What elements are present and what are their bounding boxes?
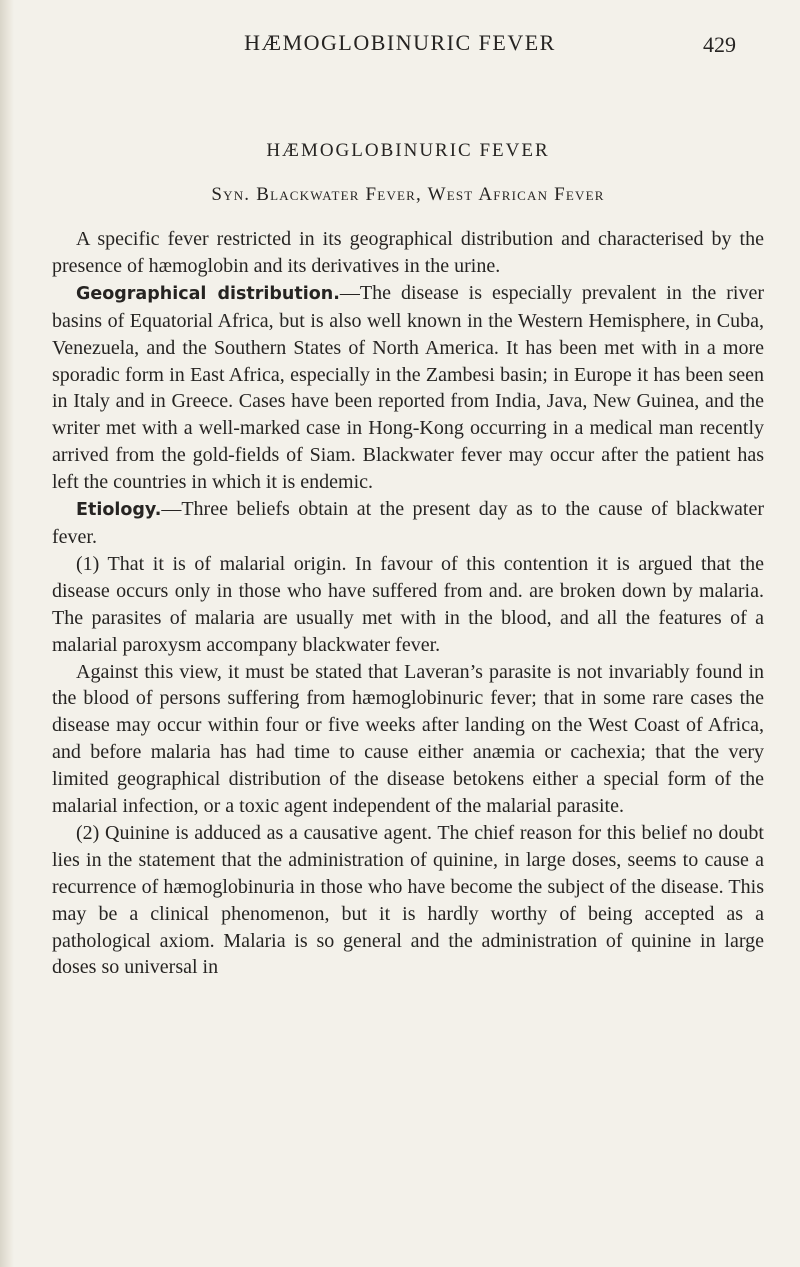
- paragraph-definition: [52, 226, 764, 280]
- paragraph-quinine: [52, 820, 764, 981]
- running-head: [40, 24, 760, 64]
- paragraph-text: —The disease is especially prevalent in the river basins of Equatorial Africa, but is also well known in the Western Hemisphere, in Cuba, Venezuela, and the Southern States of North America. It has been met with in a more sporadic form in East Africa, especially in the Zambesi basin; in Europe it has been seen in Italy and in Greece. Cases have been reported from India, Java, New Guinea, and the writer met with a well-marked case in Hong-Kong occurring in a medical man recently arrived from the gold-fields of Siam. Blackwater fever may occur after the patient has left the countries in which it is endemic.: [52, 281, 764, 494]
- paragraph-text: (1) That it is of malarial origin. In favour of this contention it is argued that the disease occurs only in those who have suffered from and. are broken down by malaria. The parasites of malaria are usually met with in the blood, and all the features of a malarial paroxysm accompany blackwater fever.: [52, 552, 764, 656]
- paragraph-etiology: [52, 496, 764, 551]
- paragraph-text: Against this view, it must be stated that Laveran’s parasite is not invariably found in the blood of persons suffering from hæmoglobinuric fever; that in some rare cases the disease may occur within four or five weeks after landing on the West Coast of Africa, and before malaria has had time to cause either anæmia or cachexia; that the very limited geographical distribution of the disease betokens either a special form of the malarial infection, or a toxic agent independent of the malarial parasite.: [52, 660, 764, 818]
- page-body: [52, 140, 764, 981]
- paragraph-geographical-distribution: [52, 280, 764, 496]
- chapter-synonym: Syn. Blackwater Fever, West African Fever: [211, 184, 605, 205]
- running-head-title: HÆMOGLOBINURIC FEVER: [244, 30, 556, 55]
- paragraph-malarial-origin: [52, 551, 764, 659]
- section-heading-etiology: Etiology.: [76, 500, 162, 521]
- paragraph-against-view: [52, 659, 764, 820]
- section-heading-geographical-distribution: Geographical distribution.: [76, 283, 340, 304]
- paragraph-text: A specific fever restricted in its geographical distribution and characterised by the presence of hæmoglobin and its derivatives in the urine.: [52, 228, 764, 277]
- page-number: 429: [703, 32, 736, 57]
- page-edge: [0, 0, 14, 1267]
- chapter-title: HÆMOGLOBINURIC FEVER: [266, 140, 550, 161]
- paragraph-text: (2) Quinine is adduced as a causative agent. The chief reason for this belief no doubt lies in the statement that the administration of quinine, in large doses, seems to cause a recurrence of hæmoglobinuria in those who have become the subject of the disease. This may be a clinical phenomenon, but it is hardly worthy of being accepted as a pathological axiom. Malaria is so general and the administration of quinine in large doses so universal in: [52, 821, 764, 979]
- paragraph-text: —Three beliefs obtain at the present day as to the cause of blackwater fever.: [52, 498, 764, 548]
